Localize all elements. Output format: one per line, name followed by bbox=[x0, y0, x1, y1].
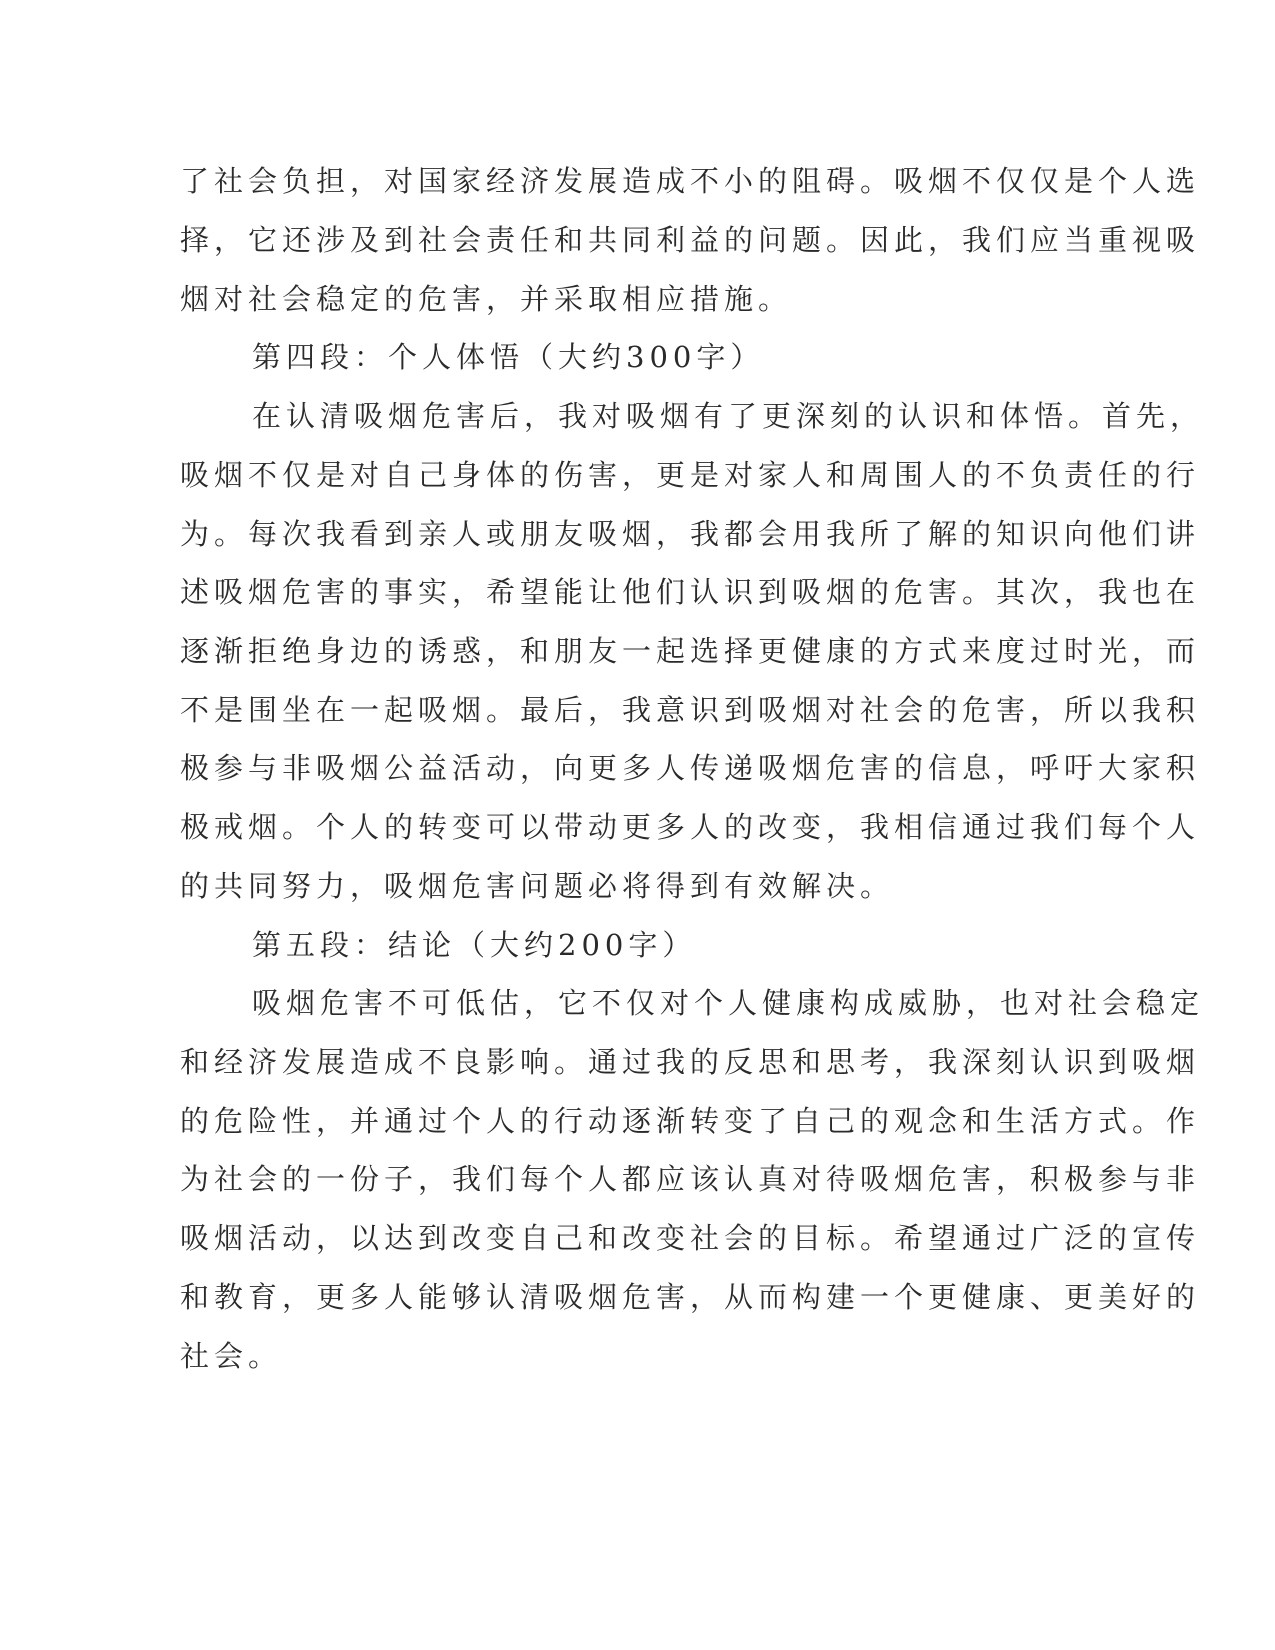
paragraph-5-line-1: 吸烟危害不可低估，它不仅对个人健康构成威胁，也对社会稳定 bbox=[252, 986, 1205, 1020]
section-4-heading: 第四段：个人体悟（大约300字） bbox=[252, 340, 765, 374]
paragraph-4-line-6: 不是围坐在一起吸烟。最后，我意识到吸烟对社会的危害，所以我积 bbox=[180, 693, 1201, 727]
paragraph-4-line-1: 在认清吸烟危害后，我对吸烟有了更深刻的认识和体悟。首先， bbox=[252, 399, 1205, 433]
paragraph-4-line-9: 的共同努力，吸烟危害问题必将得到有效解决。 bbox=[180, 869, 895, 903]
paragraph-4-line-3: 为。每次我看到亲人或朋友吸烟，我都会用我所了解的知识向他们讲 bbox=[180, 517, 1201, 551]
paragraph-3-line-1: 了社会负担，对国家经济发展造成不小的阻碍。吸烟不仅仅是个人选 bbox=[180, 164, 1201, 198]
paragraph-4-line-2: 吸烟不仅是对自己身体的伤害，更是对家人和周围人的不负责任的行 bbox=[180, 458, 1201, 492]
paragraph-3-line-3: 烟对社会稳定的危害，并采取相应措施。 bbox=[180, 282, 793, 316]
paragraph-4-line-5: 逐渐拒绝身边的诱惑，和朋友一起选择更健康的方式来度过时光，而 bbox=[180, 634, 1201, 668]
section-5-heading: 第五段：结论（大约200字） bbox=[252, 928, 697, 962]
paragraph-4-line-4: 述吸烟危害的事实，希望能让他们认识到吸烟的危害。其次，我也在 bbox=[180, 575, 1201, 609]
paragraph-5-line-6: 和教育，更多人能够认清吸烟危害，从而构建一个更健康、更美好的 bbox=[180, 1280, 1201, 1314]
paragraph-5-line-2: 和经济发展造成不良影响。通过我的反思和思考，我深刻认识到吸烟 bbox=[180, 1045, 1201, 1079]
paragraph-5-line-7: 社会。 bbox=[180, 1339, 283, 1373]
paragraph-3-line-2: 择，它还涉及到社会责任和共同利益的问题。因此，我们应当重视吸 bbox=[180, 223, 1201, 257]
paragraph-5-line-5: 吸烟活动，以达到改变自己和改变社会的目标。希望通过广泛的宣传 bbox=[180, 1221, 1201, 1255]
paragraph-4-line-7: 极参与非吸烟公益活动，向更多人传递吸烟危害的信息，呼吁大家积 bbox=[180, 751, 1201, 785]
paragraph-5-line-4: 为社会的一份子，我们每个人都应该认真对待吸烟危害，积极参与非 bbox=[180, 1162, 1201, 1196]
paragraph-5-line-3: 的危险性，并通过个人的行动逐渐转变了自己的观念和生活方式。作 bbox=[180, 1104, 1201, 1138]
paragraph-4-line-8: 极戒烟。个人的转变可以带动更多人的改变，我相信通过我们每个人 bbox=[180, 810, 1201, 844]
